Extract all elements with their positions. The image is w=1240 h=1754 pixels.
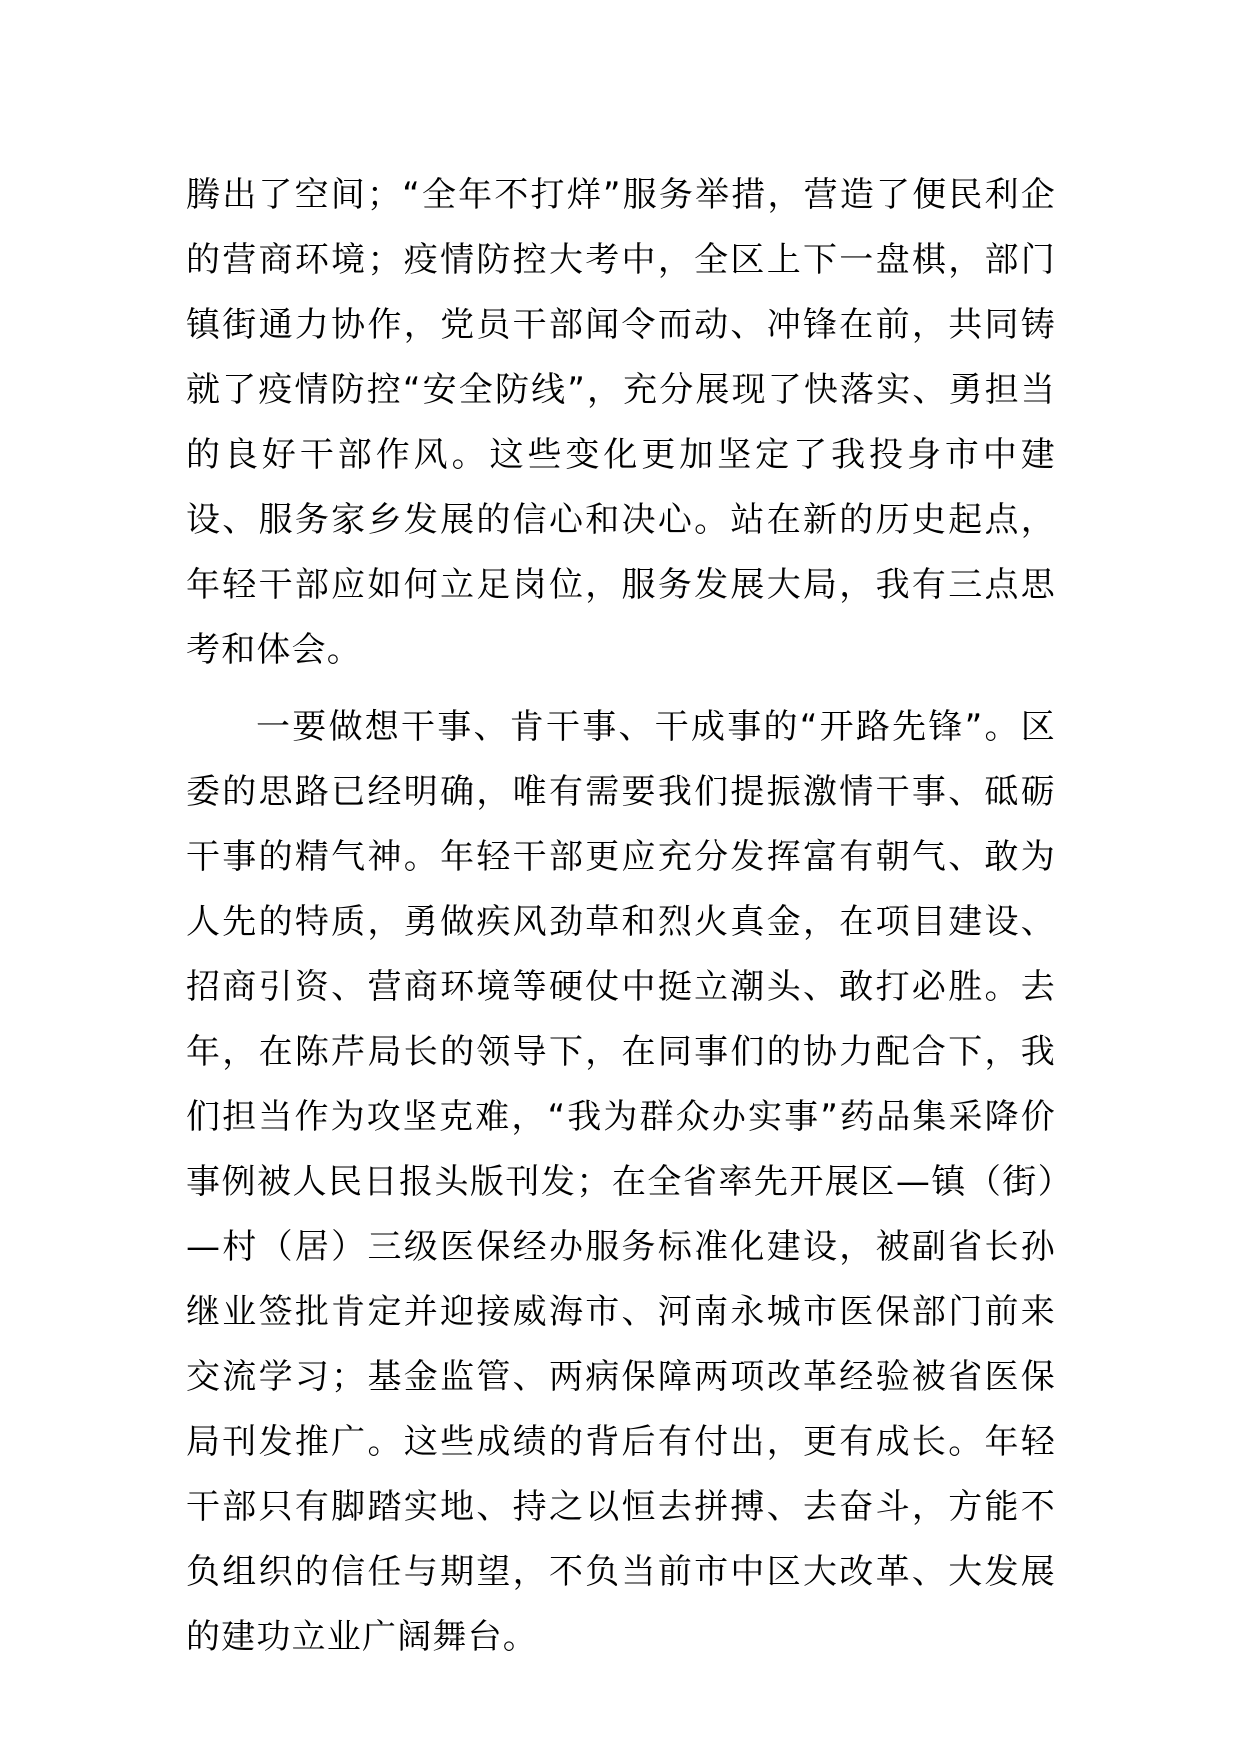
- paragraph-continued: 腾出了空间；“全年不打烊”服务举措，营造了便民利企的营商环境；疫情防控大考中，全区上下一盘棋，部门镇街通力协作，党员干部闻令而动、冲锋在前，共同铸就了疫情防控“安全防线”，充分展现了快落实、勇担当的良好干部作风。这些变化更加坚定了我投身市中建设、服务家乡发展的信心和决心。站在新的历史起点，年轻干部应如何立足岗位，服务发展大局，我有三点思考和体会。: [186, 175, 1056, 670]
- paragraph-first-point: 一要做想干事、肯干事、干成事的“开路先锋”。区委的思路已经明确，唯有需要我们提振激情干事、砥砺干事的精气神。年轻干部更应充分发挥富有朝气、敢为人先的特质，勇做疾风劲草和烈火真金，在项目建设、招商引资、营商环境等硬仗中挺立潮头、敢打必胜。去年，在陈芹局长的领导下，在同事们的协力配合下，我们担当作为攻坚克难，“我为群众办实事”药品集采降价事例被人民日报头版刊发；在全省率先开展区—镇（街）—村（居）三级医保经办服务标准化建设，被副省长孙继业签批肯定并迎接威海市、河南永城市医保部门前来交流学习；基金监管、两病保障两项改革经验被省医保局刊发推广。这些成绩的背后有付出，更有成长。年轻干部只有脚踏实地、持之以恒去拼搏、去奋斗，方能不负组织的信任与期望，不负当前市中区大改革、大发展的建功立业广阔舞台。: [186, 707, 1056, 1657]
- body-text: [186, 163, 1056, 1670]
